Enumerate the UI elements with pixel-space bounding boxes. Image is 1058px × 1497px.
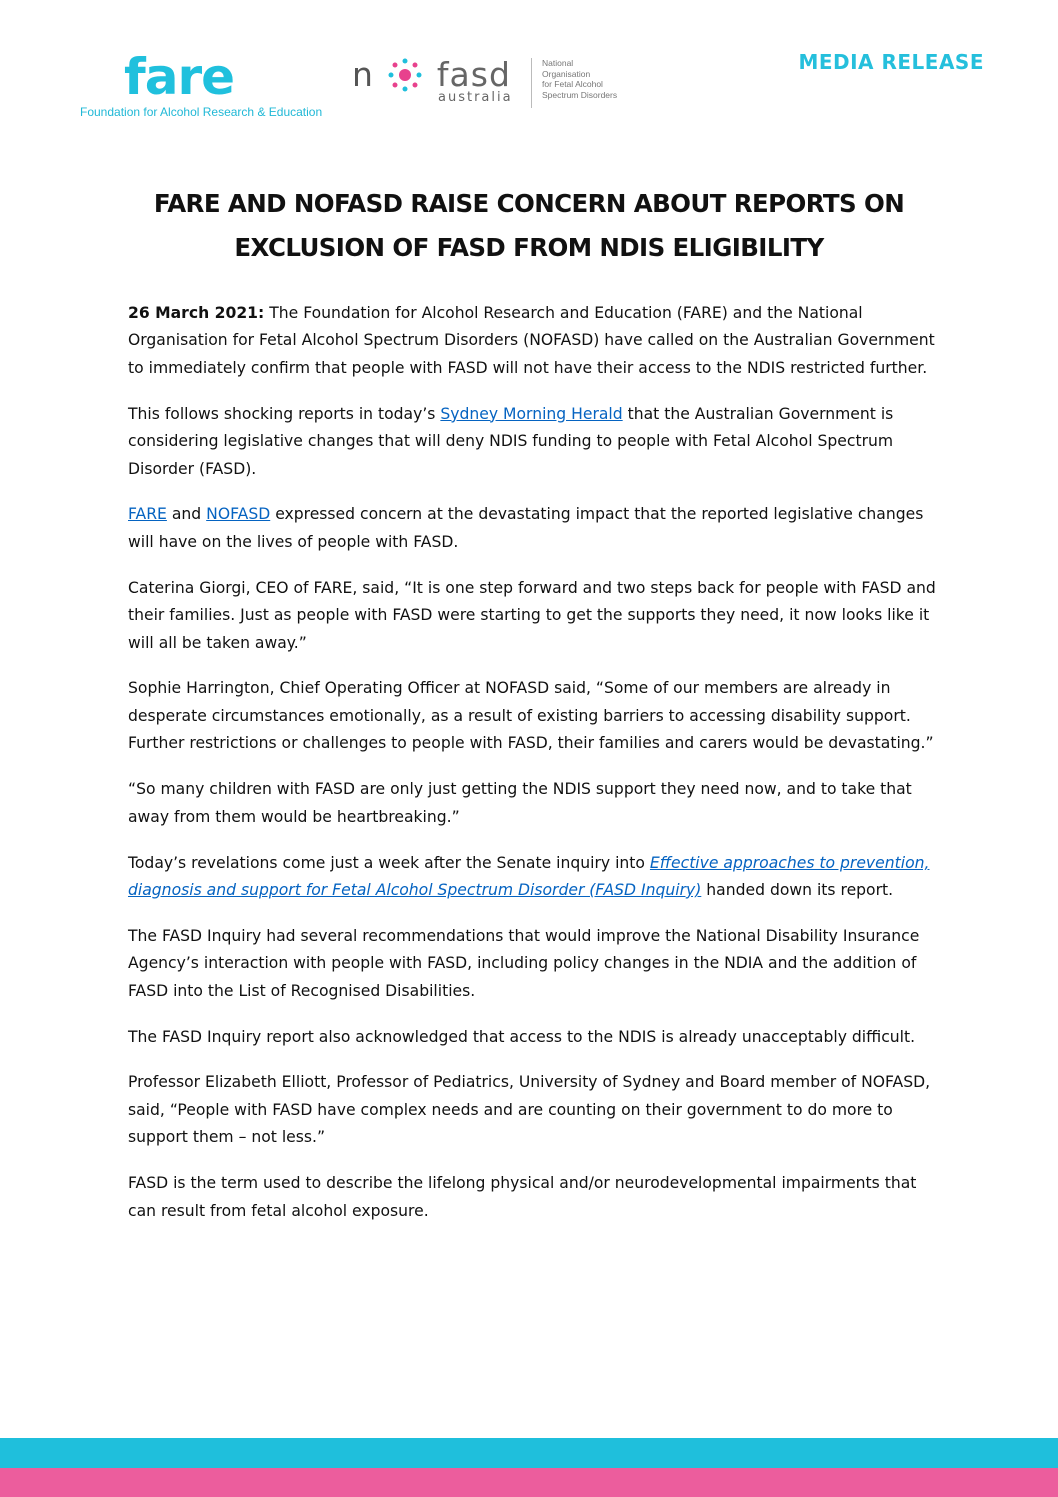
nofasd-logo-divider <box>531 58 532 108</box>
paragraph-fasd-definition: FASD is the term used to describe the lifelong physical and/or neurodevelopmental impairments that can result from fetal alcohol exposure. <box>128 1174 917 1220</box>
fare-logo <box>80 48 323 119</box>
fasd-inquiry-link[interactable]: Effective approaches to prevention, diagnosis and support for Fetal Alcohol Spectrum Disorder (FASD Inquiry) <box>128 853 930 899</box>
release-date: 26 March 2021: <box>128 304 265 322</box>
media-release-label: MEDIA RELEASE <box>798 50 984 74</box>
paragraph-text: This follows shocking reports in today’s <box>128 404 441 423</box>
fare-link[interactable]: FARE <box>128 505 167 524</box>
title-line-2: EXCLUSION OF FASD FROM NDIS ELIGIBILITY <box>234 233 824 262</box>
nofasd-desc-line: Organisation <box>542 68 591 79</box>
paragraph-senate-inquiry <box>128 850 940 905</box>
paragraph-harrington-quote: Sophie Harrington, Chief Operating Officer at NOFASD said, “Some of our members are already in desperate circumstances emotionally, as a result of existing barriers to accessing disability support. Further restrictions or challenges to people with FASD, their families and carers would be devastating.” <box>128 679 934 753</box>
intro-text: The Foundation for Alcohol Research and Education (FARE) and the National Organisation for Fetal Alcohol Spectrum Disorders (NOFASD) have called on the Australian Government to immediately confirm that people with FASD will not have their access to the NDIS restricted further. <box>128 304 935 377</box>
paragraph-children-quote: “So many children with FASD are only just getting the NDIS support they need now, and to take that away from them would be heartbreaking.” <box>128 780 912 826</box>
nofasd-logo-description <box>542 58 617 100</box>
nofasd-desc-line: for Fetal Alcohol <box>542 79 603 89</box>
paragraph-text: Today’s revelations come just a week after the Senate inquiry into <box>128 853 650 872</box>
paragraph-text: expressed concern at the devastating impact that the reported legislative changes will have on the lives of people with FASD. <box>128 505 924 551</box>
nofasd-logo-wordmark <box>352 56 511 94</box>
fare-logo-wordmark: fare <box>124 48 235 106</box>
paragraph-text: handed down its report. <box>701 880 894 899</box>
footer-bar-blue <box>0 1438 1058 1468</box>
paragraph-concern <box>128 501 940 556</box>
paragraph-giorgi-quote: Caterina Giorgi, CEO of FARE, said, “It is one step forward and two steps back for people with FASD and their families. Just as people with FASD were starting to get the supports they need, it now looks like it will all be taken away.” <box>128 578 936 652</box>
paragraph-reports <box>128 401 940 483</box>
nofasd-logo-subtitle: australia <box>438 90 513 105</box>
nofasd-logo <box>352 56 632 116</box>
paragraph-intro <box>128 300 940 382</box>
paragraph-elliott-quote: Professor Elizabeth Elliott, Professor of Pediatrics, University of Sydney and Board member of NOFASD, said, “People with FASD have complex needs and are counting on their government to do more to support them – not less.” <box>128 1073 931 1147</box>
article-body <box>128 300 940 1243</box>
fare-logo-tagline: Foundation for Alcohol Research & Education <box>80 105 323 119</box>
paragraph-access-difficult: The FASD Inquiry report also acknowledged that access to the NDIS is already unacceptably difficult. <box>128 1027 916 1046</box>
nofasd-logo-dots-icon <box>386 56 424 94</box>
smh-link[interactable]: Sydney Morning Herald <box>440 404 623 423</box>
nofasd-desc-line: National <box>542 58 574 68</box>
nofasd-link[interactable]: NOFASD <box>206 505 271 524</box>
nofasd-logo-fasd: fasd <box>436 55 511 94</box>
paragraph-recommendations: The FASD Inquiry had several recommendations that would improve the National Disability Insurance Agency’s interaction with people with FASD, including policy changes in the NDIA and the addition of FASD into the List of Recognised Disabilities. <box>128 926 920 1000</box>
page-title <box>100 182 958 270</box>
title-line-1: FARE AND NOFASD RAISE CONCERN ABOUT REPORTS ON <box>153 189 905 218</box>
page-header <box>0 0 1058 130</box>
footer-bar-pink <box>0 1468 1058 1497</box>
paragraph-text: that the Australian Government is considering legislative changes that will deny NDIS funding to people with Fetal Alcohol Spectrum Disorder (FASD). <box>128 404 894 478</box>
nofasd-desc-line: Spectrum Disorders <box>542 89 618 100</box>
nofasd-logo-n: n <box>352 55 374 94</box>
paragraph-text: and <box>166 505 207 524</box>
